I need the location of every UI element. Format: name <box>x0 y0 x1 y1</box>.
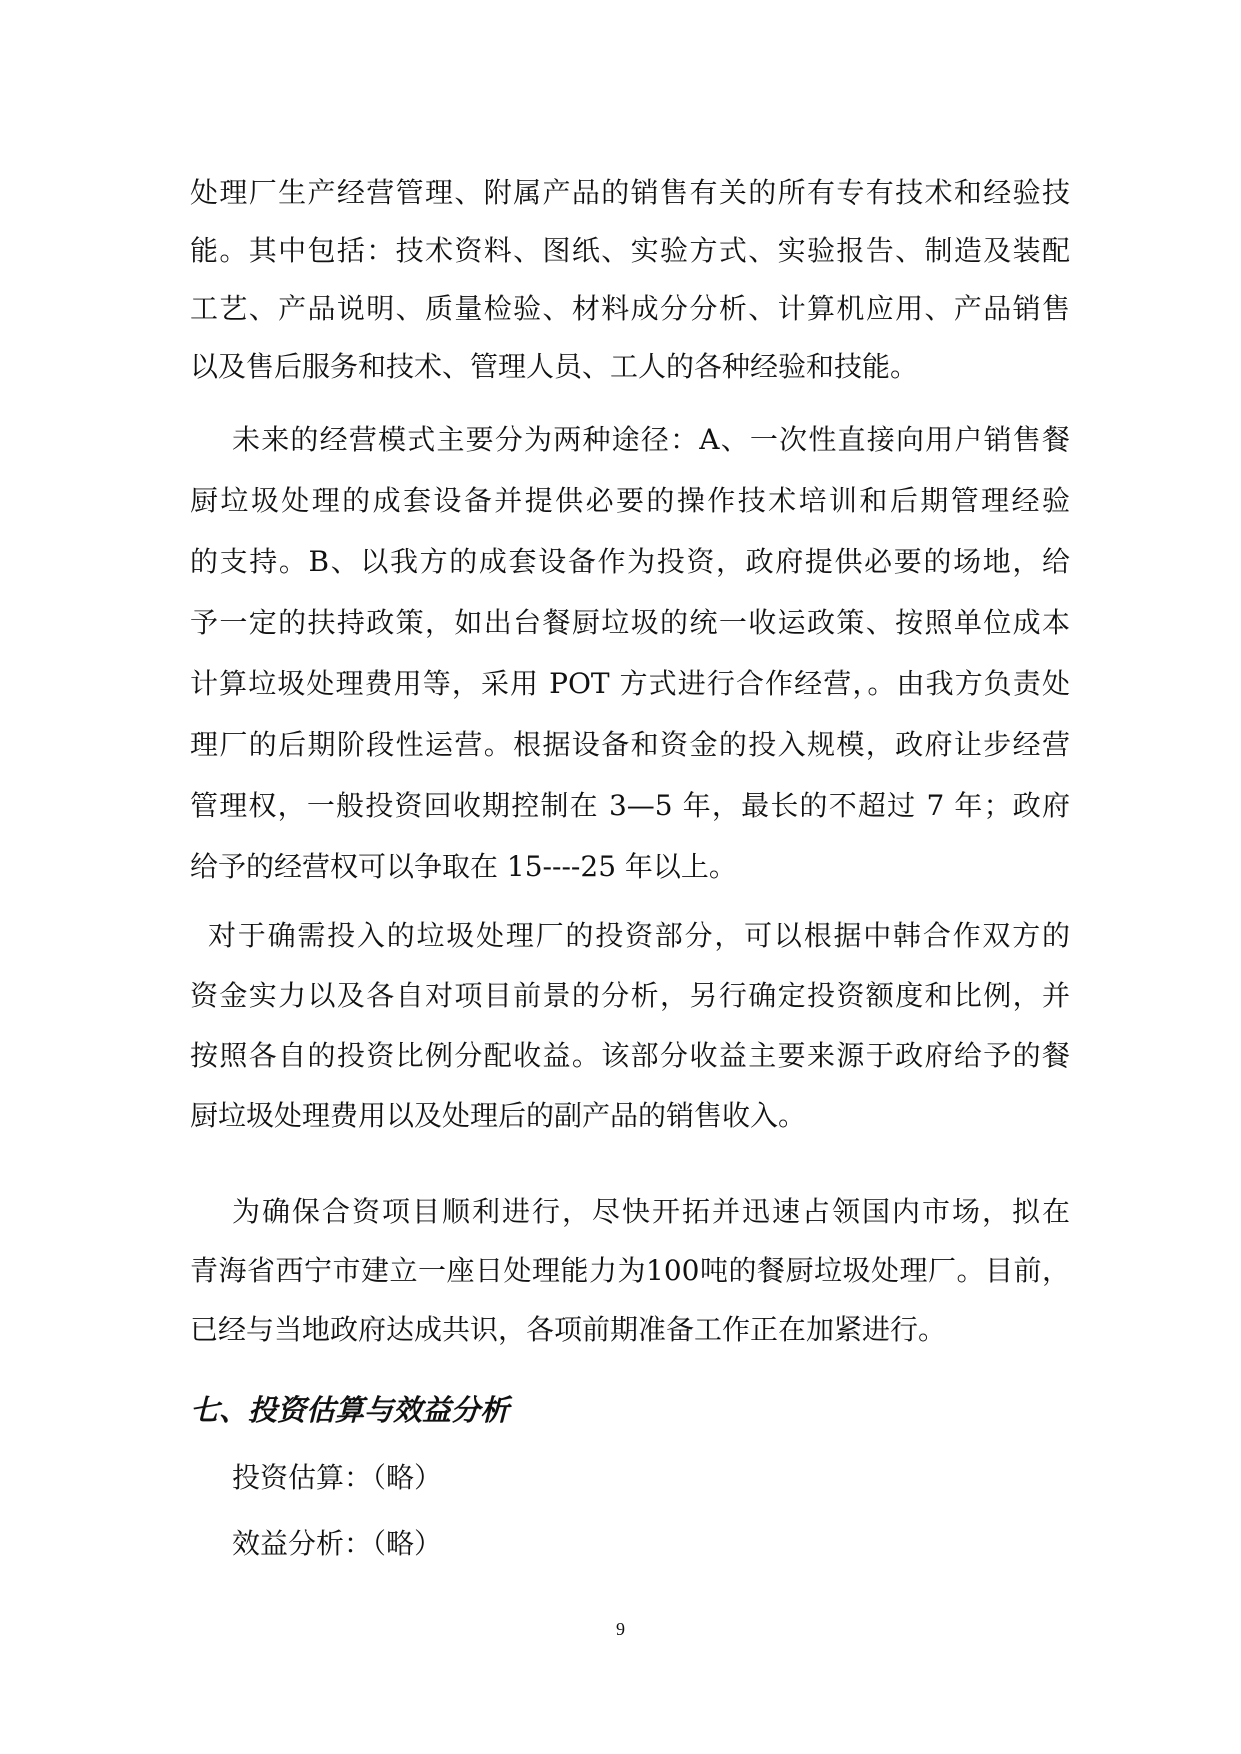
paragraph-2-line-8: 给予的经营权可以争取在 15----25 年以上。 <box>190 850 737 883</box>
paragraph-3-line-3: 按照各自的投资比例分配收益。该部分收益主要来源于政府给予的餐 <box>190 1039 1070 1072</box>
paragraph-3-line-2: 资金实力以及各自对项目前景的分析，另行确定投资额度和比例，并 <box>190 979 1070 1012</box>
paragraph-2-line-4: 予一定的扶持政策，如出台餐厨垃圾的统一收运政策、按照单位成本 <box>190 606 1070 639</box>
paragraph-4-line-1: 为确保合资项目顺利进行，尽快开拓并迅速占领国内市场，拟在 <box>232 1195 1070 1228</box>
paragraph-2-line-1: 未来的经营模式主要分为两种途径：A、一次性直接向用户销售餐 <box>232 423 1070 456</box>
paragraph-3-line-1: 对于确需投入的垃圾处理厂的投资部分，可以根据中韩合作双方的 <box>208 919 1070 952</box>
paragraph-2-line-7: 管理权，一般投资回收期控制在 3—5 年，最长的不超过 7 年；政府 <box>190 789 1070 822</box>
paragraph-2-line-5: 计算垃圾处理费用等，采用 POT 方式进行合作经营，。由我方负责处 <box>190 667 1070 700</box>
paragraph-3-line-4: 厨垃圾处理费用以及处理后的副产品的销售收入。 <box>190 1099 807 1132</box>
page-number: 9 <box>616 1619 625 1639</box>
benefit-analysis-item: 效益分析：（略） <box>232 1527 443 1560</box>
paragraph-2-line-2: 厨垃圾处理的成套设备并提供必要的操作技术培训和后期管理经验 <box>190 484 1070 517</box>
paragraph-4-line-3: 已经与当地政府达成共识，各项前期准备工作正在加紧进行。 <box>190 1313 947 1346</box>
paragraph-2-line-3: 的支持。B、以我方的成套设备作为投资，政府提供必要的场地，给 <box>190 545 1070 578</box>
paragraph-2-line-6: 理厂的后期阶段性运营。根据设备和资金的投入规模，政府让步经营 <box>190 728 1070 761</box>
paragraph-4-line-2: 青海省西宁市建立一座日处理能力为100吨的餐厨垃圾处理厂。目前， <box>190 1254 1070 1287</box>
paragraph-1-line-3: 工艺、产品说明、质量检验、材料成分分析、计算机应用、产品销售 <box>190 292 1070 325</box>
paragraph-1-line-2: 能。其中包括：技术资料、图纸、实验方式、实验报告、制造及装配 <box>190 234 1070 267</box>
investment-estimate-item: 投资估算：（略） <box>232 1461 443 1494</box>
section-heading: 七、投资估算与效益分析 <box>190 1393 510 1427</box>
paragraph-1-line-4: 以及售后服务和技术、管理人员、工人的各种经验和技能。 <box>190 350 919 383</box>
paragraph-1-line-1: 处理厂生产经营管理、附属产品的销售有关的所有专有技术和经验技 <box>190 176 1070 209</box>
